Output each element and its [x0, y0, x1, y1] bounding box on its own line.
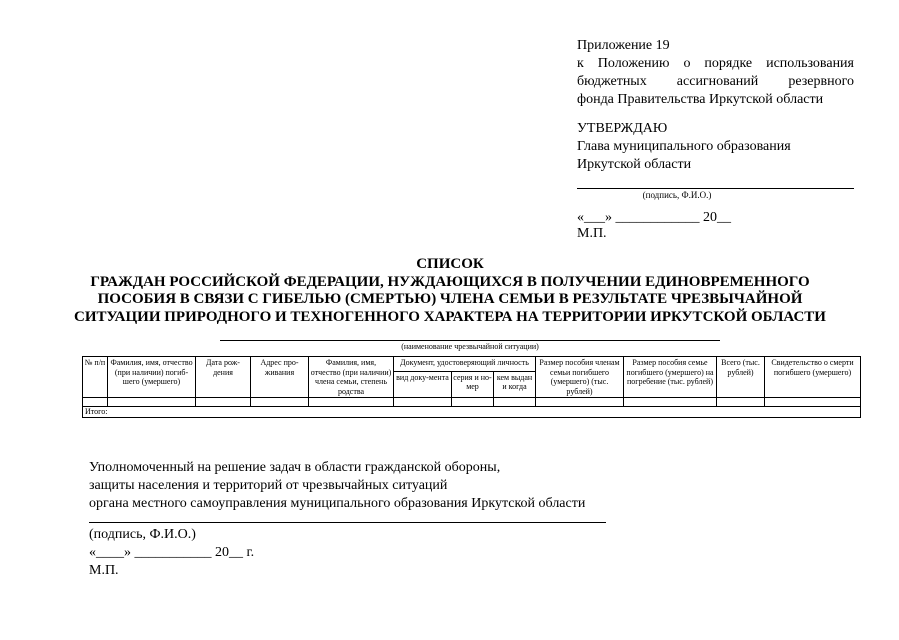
title-line3: ПОСОБИЯ В СВЯЗИ С ГИБЕЛЬЮ (СМЕРТЬЮ) ЧЛЕНА СЕМЬИ В РЕЗУЛЬТАТЕ ЧРЕЗВЫЧАЙНОЙ	[97, 291, 803, 307]
official-signature-hint: (подпись, Ф.И.О.)	[89, 527, 196, 542]
header-benefit-burial: Размер пособия семье погибшего (умершего) на погребение (тыс. рублей)	[624, 357, 717, 398]
header-birth-date: Дата рож-дения	[196, 357, 251, 398]
table-row	[83, 398, 861, 407]
header-deceased-name: Фамилия, имя, отчество (при наличии) погиб-шего (умершего)	[108, 357, 196, 398]
citizens-table	[82, 356, 861, 418]
header-document-type: вид доку-мента	[394, 371, 452, 397]
situation-name-line	[220, 340, 720, 341]
official-line1: Уполномоченный на решение задач в области гражданской обороны,	[89, 460, 501, 475]
header-document-issued: кем выдан и когда	[494, 371, 536, 397]
official-line3: органа местного самоуправления муниципального образования Иркутской области	[89, 496, 586, 511]
title-line2: ГРАЖДАН РОССИЙСКОЙ ФЕДЕРАЦИИ, НУЖДАЮЩИХСЯ В ПОЛУЧЕНИИ ЕДИНОВРЕМЕННОГО	[90, 273, 810, 290]
official-stamp-place: М.П.	[89, 563, 119, 578]
situation-name-hint: (наименование чрезвычайной ситуации)	[401, 342, 539, 351]
approval-heading: УТВЕРЖДАЮ	[577, 121, 668, 136]
approval-block	[577, 120, 854, 174]
official-line2: защиты населения и территорий от чрезвычайных ситуаций	[89, 478, 448, 493]
header-identity-document: Документ, удостоверяющий личность	[394, 357, 536, 372]
table-total-row	[83, 407, 861, 418]
title-line1: СПИСОК	[416, 256, 484, 272]
appendix-block	[577, 37, 854, 109]
authorized-official-block	[89, 459, 585, 513]
approval-position: Глава муниципального образования	[577, 139, 791, 154]
approval-region: Иркутской области	[577, 157, 692, 172]
title-line4: СИТУАЦИИ ПРИРОДНОГО И ТЕХНОГЕННОГО ХАРАКТЕРА НА ТЕРРИТОРИИ ИРКУТСКОЙ ОБЛАСТИ	[74, 308, 826, 325]
header-death-certificate: Свидетельство о смерти погибшего (умершего)	[765, 357, 861, 398]
approval-signature-line	[577, 188, 854, 189]
total-label: Итого:	[83, 407, 861, 418]
header-benefit-family: Размер пособия членам семьи погибшего (умершего) (тыс. рублей)	[536, 357, 624, 398]
header-address: Адрес про-живания	[251, 357, 309, 398]
official-signature-block	[89, 526, 254, 580]
appendix-ref-line2: бюджетных ассигнований резервного	[577, 74, 854, 89]
official-date-line: «____» ___________ 20__ г.	[89, 545, 255, 560]
header-family-member: Фамилия, имя, отчество (при наличии) члена семьи, степень родства	[309, 357, 394, 398]
appendix-ref-line3: фонда Правительства Иркутской области	[577, 92, 824, 107]
appendix-number: Приложение 19	[577, 38, 670, 53]
header-total: Всего (тыс. рублей)	[717, 357, 765, 398]
table-header-row	[83, 357, 861, 372]
header-document-series: серия и но-мер	[452, 371, 494, 397]
approval-date-line: «___» ____________ 20__	[577, 210, 731, 225]
approval-signature-hint: (подпись, Ф.И.О.)	[642, 190, 712, 200]
official-signature-line	[89, 522, 606, 523]
header-number: № п/п	[83, 357, 108, 398]
document-title	[60, 256, 840, 326]
appendix-ref-line1: к Положению о порядке использования	[577, 56, 854, 71]
approval-stamp-place: М.П.	[577, 226, 607, 241]
